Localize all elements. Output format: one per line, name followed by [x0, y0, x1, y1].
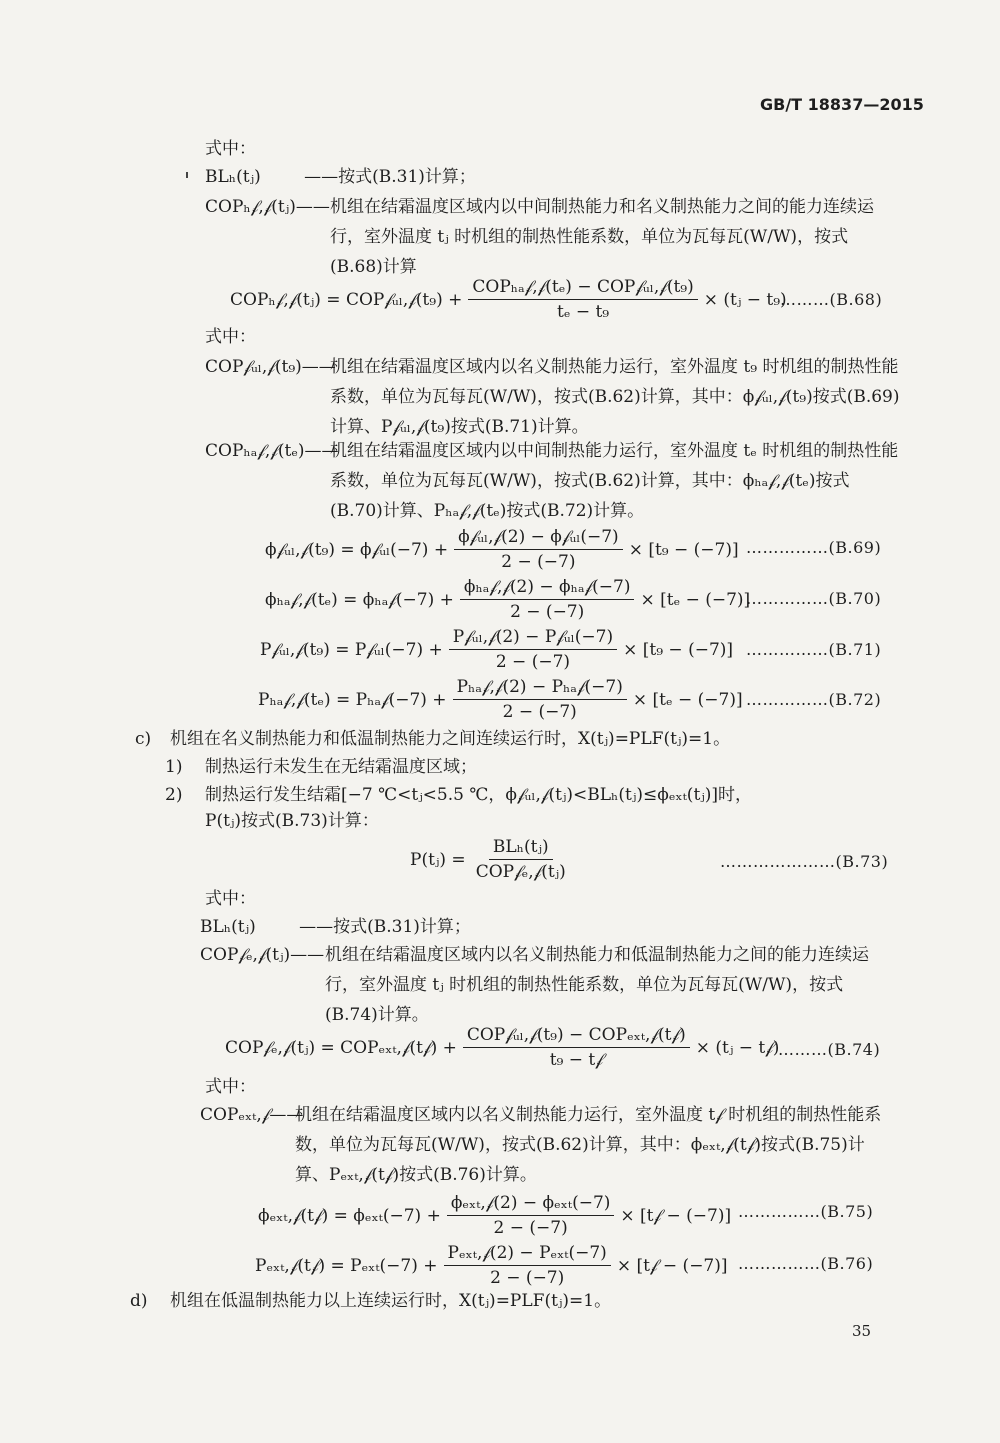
formula-rhs: × [t𝒻 − (−7)]	[616, 1255, 728, 1276]
term-cop-haf-symbol: COPₕₐ𝒻,𝒻(tₑ)——	[205, 441, 339, 461]
list-label-c2: 2)	[165, 785, 183, 805]
fraction-numerator: COP𝒻ᵤₗ,𝒻(t₉) − COPₑₓₜ,𝒻(t𝒻)	[463, 1024, 690, 1048]
equation-number: ……………(B.75)	[738, 1202, 874, 1221]
where-label: 式中：	[205, 889, 256, 909]
fraction-numerator: COPₕₐ𝒻,𝒻(tₑ) − COP𝒻ᵤₗ,𝒻(t₉)	[468, 276, 697, 300]
list-text-c1: 制热运行未发生在无结霜温度区域；	[205, 757, 477, 777]
list-text-c2-continued: P(tⱼ)按式(B.73)计算：	[205, 811, 379, 831]
fraction-denominator: 2 − (−7)	[510, 602, 585, 622]
term-definition: ——按式(B.31)计算；	[299, 917, 471, 937]
list-text-c: 机组在名义制热能力和低温制热能力之间连续运行时，X(tⱼ)=PLF(tⱼ)=1。	[170, 729, 731, 749]
term-cop-hf-definition: 机组在结霜温度区域内以中间制热能力和名义制热能力之间的能力连续运行，室外温度 tⱼ 时机组的制热性能系数，单位为瓦每瓦(W/W)，按式(B.68)计算	[330, 197, 874, 277]
equation-number: …………………(B.73)	[720, 852, 889, 871]
fraction-denominator: 2 − (−7)	[495, 652, 571, 672]
term-symbol: BLₕ(tⱼ)	[200, 917, 256, 937]
list-label-c1: 1)	[165, 757, 183, 777]
term-cop-hf-symbol: COPₕ𝒻,𝒻(tⱼ)——	[205, 197, 330, 217]
formula-lhs: P(tⱼ) =	[410, 849, 466, 870]
formula-rhs: × [tₑ − (−7)]	[632, 689, 743, 710]
fraction-numerator: BLₕ(tⱼ)	[489, 836, 553, 860]
formula-b69	[265, 526, 739, 573]
formula-fraction	[472, 836, 570, 883]
formula-b76	[255, 1242, 728, 1289]
equation-number: ………(B.74)	[778, 1040, 881, 1059]
list-text-c2: 制热运行发生结霜[−7 ℃<tⱼ<5.5 ℃，ϕ𝒻ᵤₗ,𝒻(tⱼ)<BLₕ(tⱼ)≤ϕₑₓₜ(tⱼ)]时，	[205, 785, 753, 805]
standard-number: GB/T 18837—2015	[760, 95, 924, 114]
equation-number: ………(B.68)	[780, 290, 883, 309]
fraction-numerator: ϕₑₓₜ,𝒻(2) − ϕₑₓₜ(−7)	[447, 1192, 615, 1216]
equation-number: ……………(B.72)	[746, 690, 882, 709]
formula-b68	[230, 276, 787, 323]
fraction-denominator: tₑ − t₉	[557, 302, 610, 322]
fraction-denominator: t₉ − t𝒻	[549, 1050, 603, 1070]
term-cop-fe-symbol: COP𝒻ₑ,𝒻(tⱼ)——	[200, 945, 325, 965]
list-label-d: d)	[130, 1291, 148, 1311]
formula-b71	[260, 626, 733, 673]
term-cop-ful-definition: 机组在结霜温度区域内以名义制热能力运行，室外温度 t₉ 时机组的制热性能系数，单位为瓦每瓦(W/W)，按式(B.62)计算，其中：ϕ𝒻ᵤₗ,𝒻(t₉)按式(B.69)计算、P𝒻ᵤₗ,𝒻(t₉)按式(B.71)计算。	[330, 357, 900, 437]
formula-fraction	[453, 676, 627, 723]
equation-number: ……………(B.70)	[746, 589, 882, 608]
formula-rhs: × [t𝒻 − (−7)]	[620, 1205, 732, 1226]
formula-rhs: × [t₉ − (−7)]	[623, 639, 734, 660]
equation-number: ……………(B.71)	[746, 640, 882, 659]
formula-rhs: × (tⱼ − t₉)	[703, 289, 787, 310]
equation-number: ……………(B.69)	[746, 538, 882, 557]
term-symbol: BLₕ(tⱼ)	[205, 167, 261, 187]
formula-b73	[410, 836, 576, 883]
term-cop-ful-symbol: COP𝒻ᵤₗ,𝒻(t₉)——	[205, 357, 336, 377]
fraction-numerator: ϕₕₐ𝒻,𝒻(2) − ϕₕₐ𝒻(−7)	[460, 576, 635, 600]
formula-rhs: × [t₉ − (−7)]	[628, 539, 739, 560]
term-definition: ——按式(B.31)计算；	[304, 167, 476, 187]
term-cop-fe-definition: 机组在结霜温度区域内以名义制热能力和低温制热能力之间的能力连续运行，室外温度 tⱼ 时机组的制热性能系数，单位为瓦每瓦(W/W)，按式(B.74)计算。	[325, 945, 869, 1025]
formula-lhs: ϕₕₐ𝒻,𝒻(tₑ) = ϕₕₐ𝒻(−7) +	[265, 589, 454, 610]
fraction-numerator: ϕ𝒻ᵤₗ,𝒻(2) − ϕ𝒻ᵤₗ(−7)	[454, 526, 623, 550]
equation-number: ……………(B.76)	[738, 1254, 874, 1273]
where-label: 式中：	[205, 1077, 256, 1097]
fraction-numerator: Pₕₐ𝒻,𝒻(2) − Pₕₐ𝒻(−7)	[453, 676, 627, 700]
term-cop-ext-symbol: COPₑₓₜ,𝒻——	[200, 1105, 304, 1125]
formula-lhs: Pₕₐ𝒻,𝒻(tₑ) = Pₕₐ𝒻(−7) +	[258, 689, 447, 710]
formula-fraction	[454, 526, 623, 573]
page-number: 35	[852, 1322, 872, 1340]
margin-mark	[186, 172, 188, 178]
fraction-numerator: Pₑₓₜ,𝒻(2) − Pₑₓₜ(−7)	[444, 1242, 611, 1266]
list-text-d: 机组在低温制热能力以上连续运行时，X(tⱼ)=PLF(tⱼ)=1。	[170, 1291, 612, 1311]
list-label-c: c)	[135, 729, 152, 749]
fraction-numerator: P𝒻ᵤₗ,𝒻(2) − P𝒻ᵤₗ(−7)	[449, 626, 617, 650]
formula-fraction	[468, 276, 697, 323]
formula-lhs: COPₕ𝒻,𝒻(tⱼ) = COP𝒻ᵤₗ,𝒻(t₉) +	[230, 289, 463, 310]
formula-lhs: Pₑₓₜ,𝒻(t𝒻) = Pₑₓₜ(−7) +	[255, 1255, 438, 1276]
where-label: 式中：	[205, 327, 256, 347]
term-cop-haf-definition: 机组在结霜温度区域内以中间制热能力运行，室外温度 tₑ 时机组的制热性能系数，单位为瓦每瓦(W/W)，按式(B.62)计算，其中：ϕₕₐ𝒻,𝒻(tₑ)按式(B.70)计算、Pₕₐ𝒻,𝒻(tₑ)按式(B.72)计算。	[330, 441, 899, 521]
formula-b70	[265, 576, 750, 623]
formula-rhs: × (tⱼ − t𝒻)	[695, 1037, 780, 1058]
where-label: 式中：	[205, 139, 256, 159]
formula-b72	[258, 676, 743, 723]
fraction-denominator: COP𝒻ₑ,𝒻(tⱼ)	[475, 862, 566, 882]
term-bl-h	[205, 166, 476, 188]
formula-b74	[225, 1024, 779, 1071]
formula-b75	[258, 1192, 731, 1239]
formula-fraction	[447, 1192, 615, 1239]
formula-fraction	[444, 1242, 611, 1289]
formula-rhs: × [tₑ − (−7)]	[640, 589, 751, 610]
term-bl-h	[200, 916, 471, 938]
formula-fraction	[463, 1024, 690, 1071]
fraction-denominator: 2 − (−7)	[490, 1268, 565, 1288]
formula-lhs: ϕ𝒻ᵤₗ,𝒻(t₉) = ϕ𝒻ᵤₗ(−7) +	[265, 539, 449, 560]
term-cop-ext-definition: 机组在结霜温度区域内以名义制热能力运行，室外温度 t𝒻 时机组的制热性能系数，单位为瓦每瓦(W/W)，按式(B.62)计算，其中：ϕₑₓₜ,𝒻(t𝒻)按式(B.75)计算、Pₑₓₜ,𝒻(t𝒻)按式(B.76)计算。	[295, 1105, 882, 1185]
formula-fraction	[449, 626, 617, 673]
fraction-denominator: 2 − (−7)	[501, 552, 576, 572]
formula-lhs: COP𝒻ₑ,𝒻(tⱼ) = COPₑₓₜ,𝒻(t𝒻) +	[225, 1037, 457, 1058]
formula-fraction	[460, 576, 635, 623]
formula-lhs: ϕₑₓₜ,𝒻(t𝒻) = ϕₑₓₜ(−7) +	[258, 1205, 441, 1226]
fraction-denominator: 2 − (−7)	[502, 702, 577, 722]
fraction-denominator: 2 − (−7)	[493, 1218, 568, 1238]
formula-lhs: P𝒻ᵤₗ,𝒻(t₉) = P𝒻ᵤₗ(−7) +	[260, 639, 443, 660]
